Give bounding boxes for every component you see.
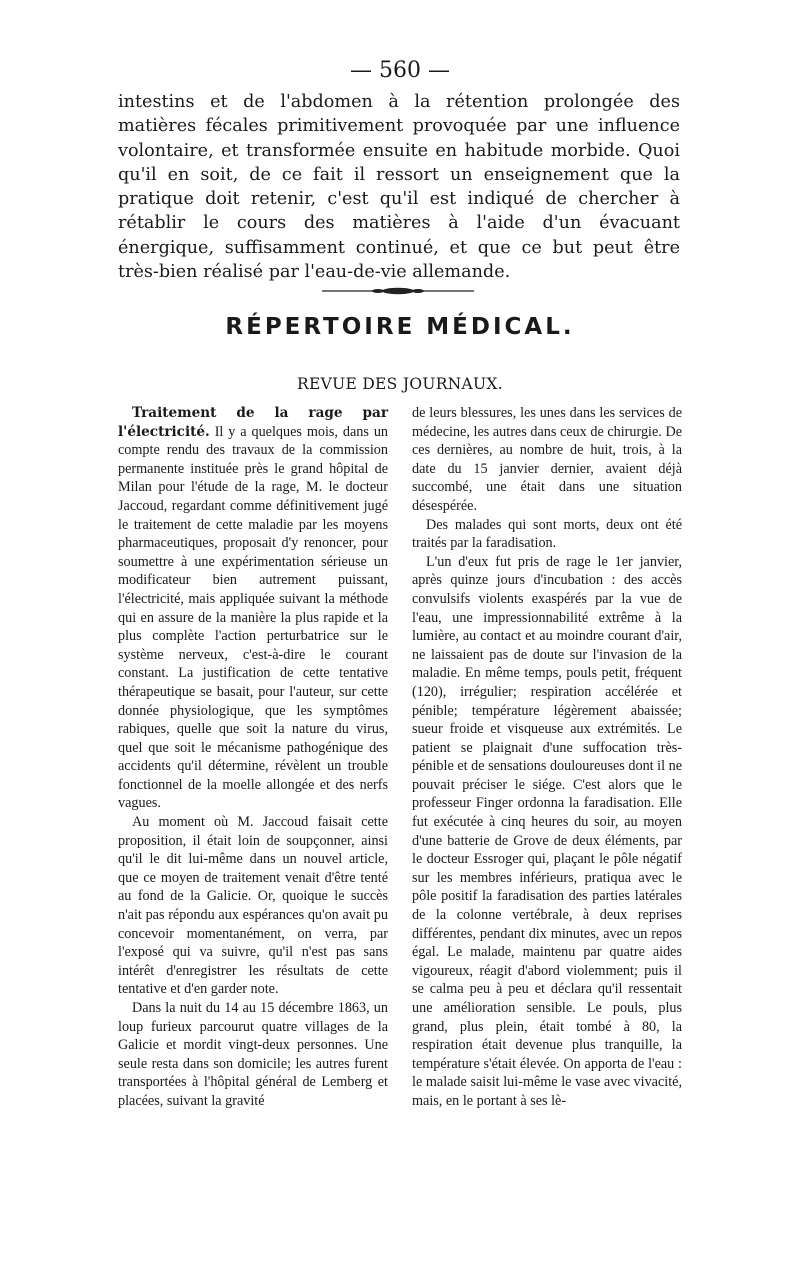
- article-paragraph: Dans la nuit du 14 au 15 décembre 1863, un loup furieux parcourut quatre villages de la Galicie et mordit vingt-deux personnes. Une seule resta dans son domicile; les autres furent transportées à l'hôpital général de Lemberg et placées, suivant la gravité: [118, 1000, 388, 1109]
- subsection-title: REVUE DES JOURNAUX.: [297, 375, 503, 393]
- paragraph-text: Il y a quelques mois, dans un compte rendu des travaux de la commission permanente instituée près le grand hôpital de Milan pour l'étude de la rage, M. le docteur Jaccoud, regardant comme définitivement jugé le traitement de cette maladie par les moyens pharmaceutiques, proposait d'y renoncer, pour soumettre à une expérimentation sérieuse un modificateur bien autrement puissant, l'électricité, mais appliquée suivant la méthode qui en assure de la manière la plus rapide et la plus complète l'action perturbatrice sur le système nerveux, c'est-à-dire le courant constant. La justification de cette tentative thérapeutique se basait, pour l'auteur, sur cette donnée physiologique, que les symptômes rabiques, quelle que soit la nature du virus, quel que soit le mécanisme pathogénique des accidents qu'il détermine, révèlent un trouble fonctionnel de la moelle allongée et des nerfs vagues.: [118, 423, 389, 812]
- article-paragraph: de leurs blessures, les unes dans les services de médecine, les autres dans ceux de chirurgie. De ces dernières, au nombre de huit, trois, à la date du 15 janvier dernier, avaient déjà succombé, une était dans une situation désespérée.: [412, 405, 682, 514]
- page-number: — 560 —: [350, 58, 450, 83]
- right-column: [412, 404, 682, 1111]
- intro-paragraph: intestins et de l'abdomen à la rétention prolongée des matières fécales primitivement provoquée par une influence volontaire, et transformée ensuite en habitude morbide. Quoi qu'il en soit, de ce fait il ressort un enseignement que la pratique doit retenir, c'est qu'il est indiqué de chercher à rétablir le cours des matières à l'aide d'un évacuant énergique, suffisamment continué, et que ce but peut être très-bien réalisé par l'eau-de-vie allemande.: [118, 92, 680, 283]
- article-paragraph: L'un d'eux fut pris de rage le 1er janvier, après quinze jours d'incubation : des accès convulsifs violents exaspérés par la vue de l'eau, une impressionnabilité extrême à la lumière, au contact et au moindre courant d'air, ne laissaient pas de doute sur l'invasion de la maladie. En même temps, pouls petit, fréquent (120), irrégulier; respiration accélérée et pénible; température légèrement abaissée; sueur froide et visqueuse aux extrémités. Le patient se plaignait d'une suffocation très-pénible et de sensations douloureuses dont il ne pouvait préciser le siége. C'est alors que le professeur Finger ordonna la faradisation. Elle fut exécutée à cinq heures du soir, au moyen d'une batterie de Grove de deux éléments, par le docteur Essroger qui, plaçant le pôle négatif sur les membres inférieurs, pratiqua avec le pôle positif la faradisation des parties latérales de la colonne vertébrale, à deux reprises différentes, pendant dix minutes, avec un repos égal. Le malade, maintenu par quatre aides vigoureux, réagit d'abord violemment; puis il se calma peu à peu et déclara qu'il ressentait une amélioration sensible. Le pouls, plus grand, plus plein, était tombé à 80, la respiration était devenue plus tranquille, la température s'était élevée. On apporta de l'eau : le malade saisit lui-même le vase avec vivacité, mais, en le portant à ses lè-: [412, 553, 682, 1109]
- article-paragraph: Des malades qui sont morts, deux ont été traités par la faradisation.: [412, 516, 682, 552]
- article-paragraph: [118, 404, 388, 813]
- ornament-divider: [322, 287, 474, 295]
- section-title: RÉPERTOIRE MÉDICAL.: [225, 314, 575, 340]
- left-column: [118, 404, 388, 1111]
- article-title: Traitement de la rage par l'électricité.: [118, 405, 388, 440]
- article-paragraph: Au moment où M. Jaccoud faisait cette proposition, il était loin de soupçonner, ainsi qu'il le dit lui-même dans un nouvel article, que ce moyen de traitement venait d'être tenté au fond de la Galicie. Or, quoique le succès n'ait pas répondu aux espérances qu'on avait pu concevoir momentanément, on verra, par l'exposé qui va suivre, qu'il n'est pas sans intérêt d'enregistrer les résultats de cette tentative et d'en garder note.: [118, 814, 388, 998]
